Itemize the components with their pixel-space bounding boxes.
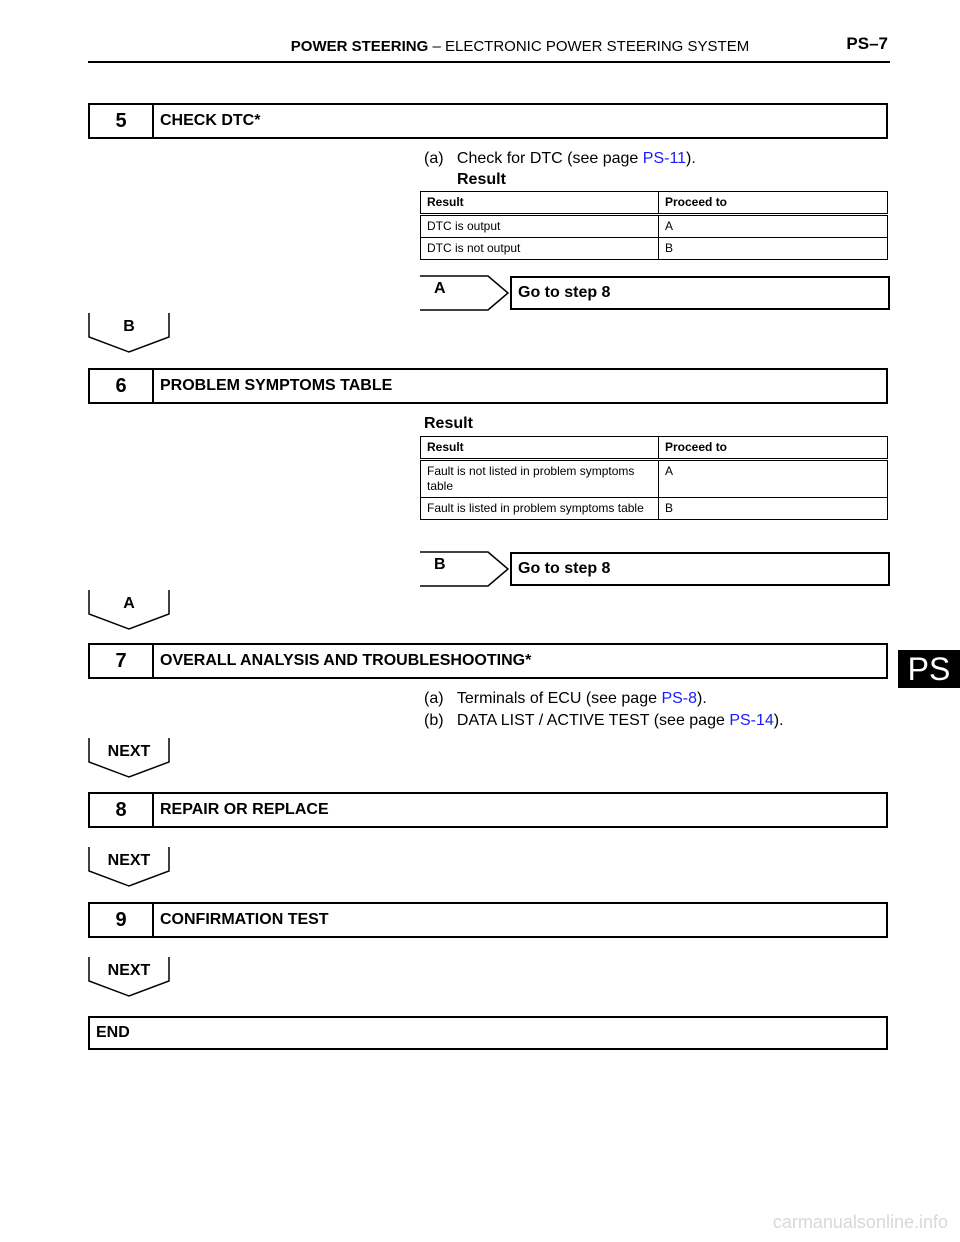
header-separator: – bbox=[432, 38, 441, 55]
result-table-1 bbox=[420, 191, 888, 260]
table-cell: B bbox=[659, 498, 888, 520]
instruction-end: ). bbox=[686, 150, 696, 167]
step5-instruction bbox=[424, 150, 696, 168]
table-cell: DTC is not output bbox=[421, 238, 659, 260]
branch-label: B bbox=[123, 318, 135, 335]
branch-arrow-b bbox=[420, 550, 510, 588]
result-table-2 bbox=[420, 436, 888, 520]
table-header: Result bbox=[421, 437, 659, 460]
table-cell: Fault is not listed in problem symptoms table bbox=[421, 460, 659, 498]
page-header-title bbox=[230, 38, 810, 55]
page-number: PS–7 bbox=[846, 34, 888, 53]
next-label: NEXT bbox=[107, 743, 151, 760]
step-number: 8 bbox=[90, 794, 154, 826]
step-title: CHECK DTC* bbox=[160, 112, 261, 129]
instruction-end: ). bbox=[773, 712, 784, 729]
branch-label: A bbox=[123, 595, 135, 612]
result-heading: Result bbox=[457, 171, 506, 188]
page-link[interactable]: PS-14 bbox=[729, 712, 774, 729]
step-number: 7 bbox=[90, 645, 154, 677]
step-title: CONFIRMATION TEST bbox=[160, 911, 329, 928]
instruction-text: Check for DTC (see page bbox=[456, 150, 643, 167]
goto-box: Go to step 8 bbox=[510, 552, 890, 586]
step-title: PROBLEM SYMPTOMS TABLE bbox=[160, 377, 393, 394]
branch-arrow-a bbox=[420, 274, 510, 312]
table-row bbox=[421, 498, 888, 520]
page-link[interactable]: PS-8 bbox=[661, 690, 698, 707]
table-cell: Fault is listed in problem symptoms table bbox=[421, 498, 659, 520]
result-heading: Result bbox=[424, 415, 473, 432]
next-arrow bbox=[88, 957, 170, 997]
table-header: Result bbox=[421, 192, 659, 215]
table-row bbox=[421, 238, 888, 260]
step-6-box bbox=[88, 368, 888, 404]
branch-label: A bbox=[434, 280, 446, 297]
item-marker: (a) bbox=[424, 690, 444, 707]
table-cell: DTC is output bbox=[421, 215, 659, 238]
step-title: REPAIR OR REPLACE bbox=[160, 801, 329, 818]
step-number: 6 bbox=[90, 370, 154, 402]
table-cell: B bbox=[659, 238, 888, 260]
item-marker: (a) bbox=[424, 150, 444, 167]
table-header: Proceed to bbox=[659, 437, 888, 460]
table-cell: A bbox=[659, 460, 888, 498]
next-arrow bbox=[88, 847, 170, 887]
page-link[interactable]: PS-11 bbox=[642, 150, 687, 167]
branch-label: B bbox=[434, 556, 446, 573]
step7-instruction-b bbox=[424, 712, 784, 730]
header-rule bbox=[88, 61, 890, 63]
table-row bbox=[421, 215, 888, 238]
next-label: NEXT bbox=[107, 962, 151, 979]
end-box: END bbox=[88, 1016, 888, 1050]
step-title: OVERALL ANALYSIS AND TROUBLESHOOTING* bbox=[160, 652, 532, 669]
next-label: NEXT bbox=[107, 852, 151, 869]
instruction-text: Terminals of ECU (see page bbox=[456, 690, 662, 707]
branch-arrow-a bbox=[88, 590, 170, 630]
table-cell: A bbox=[659, 215, 888, 238]
section-subtitle: ELECTRONIC POWER STEERING SYSTEM bbox=[444, 38, 750, 55]
step-8-box bbox=[88, 792, 888, 828]
next-arrow bbox=[88, 738, 170, 778]
watermark: carmanualsonline.info bbox=[772, 1212, 948, 1232]
branch-arrow-b bbox=[88, 313, 170, 353]
step7-instruction-a bbox=[424, 690, 707, 708]
step-number: 5 bbox=[90, 105, 154, 137]
step-5-box bbox=[88, 103, 888, 139]
table-header: Proceed to bbox=[659, 192, 888, 215]
step-7-box bbox=[88, 643, 888, 679]
instruction-end: ). bbox=[697, 690, 707, 707]
goto-box: Go to step 8 bbox=[510, 276, 890, 310]
instruction-text: DATA LIST / ACTIVE TEST (see page bbox=[456, 712, 730, 729]
item-marker: (b) bbox=[424, 712, 444, 729]
section-tab: PS bbox=[898, 650, 960, 688]
table-row bbox=[421, 460, 888, 498]
section-name: POWER STEERING bbox=[290, 38, 429, 55]
step-number: 9 bbox=[90, 904, 154, 936]
step-9-box bbox=[88, 902, 888, 938]
